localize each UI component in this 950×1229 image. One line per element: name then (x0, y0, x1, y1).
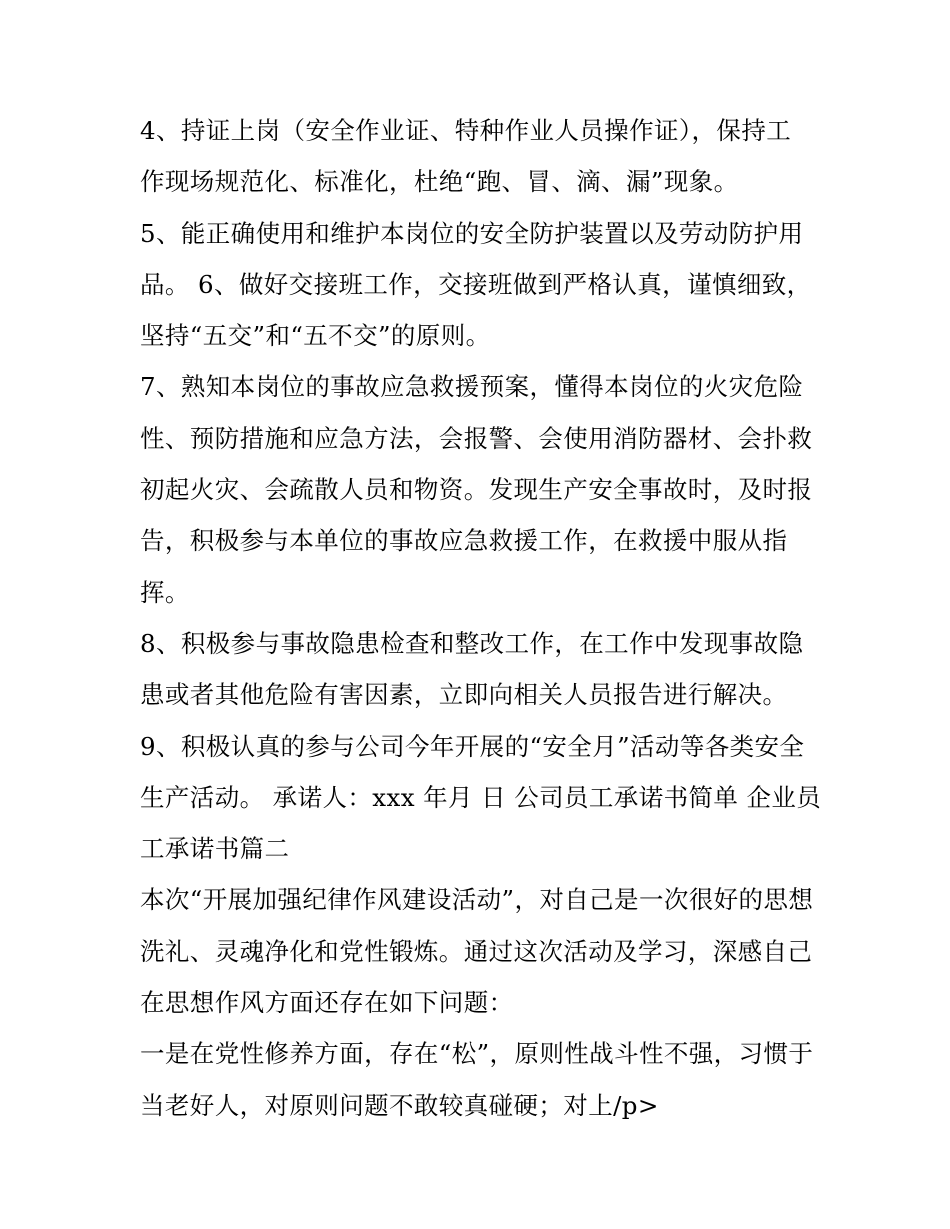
text-line: 生产活动。 承诺人：xxx 年月 日 公司员工承诺书简单 企业员 (140, 782, 822, 812)
text-line: 挥。 (140, 577, 190, 607)
text-line: 工承诺书篇二 (140, 834, 290, 864)
text-line: 4、持证上岗（安全作业证、特种作业人员操作证），保持工 (140, 116, 792, 145)
text-line: 作现场规范化、标准化，杜绝“跑、冒、滴、漏”现象。 (140, 167, 739, 197)
text-line: 患或者其他危险有害因素，立即向相关人员报告进行解决。 (140, 680, 788, 710)
text-line: 5、能正确使用和维护本岗位的安全防护装置以及劳动防护用 (140, 218, 804, 248)
text-line: 性、预防措施和应急方法，会报警、会使用消防器材、会扑救 (140, 423, 813, 453)
text-line: 告，积极参与本单位的事故应急救援工作，在救援中服从指 (140, 526, 788, 556)
text-line: 品。 6、做好交接班工作，交接班做到严格认真，谨慎细致， (140, 269, 812, 299)
text-line: 本次“开展加强纪律作风建设活动”，对自己是一次很好的思想 (140, 885, 814, 915)
text-line: 9、积极认真的参与公司今年开展的“安全月”活动等各类安全 (140, 731, 805, 761)
text-line: 当老好人，对原则问题不敢较真碰硬；对上/p> (140, 1090, 659, 1120)
text-line: 洗礼、灵魂净化和党性锻炼。通过这次活动及学习，深感自己 (140, 936, 813, 966)
text-line: 在思想作风方面还存在如下问题： (140, 988, 514, 1018)
text-line: 一是在党性修养方面，存在“松”，原则性战斗性不强，习惯于 (140, 1039, 814, 1069)
text-line: 7、熟知本岗位的事故应急救援预案，懂得本岗位的火灾危险 (140, 372, 804, 402)
text-line: 初起火灾、会疏散人员和物资。发现生产安全事故时，及时报 (140, 475, 813, 505)
text-line: 坚持“五交”和“五不交”的原则。 (140, 321, 491, 351)
text-line: 8、积极参与事故隐患检查和整改工作，在工作中发现事故隐 (140, 628, 804, 658)
document-body (140, 105, 820, 1131)
